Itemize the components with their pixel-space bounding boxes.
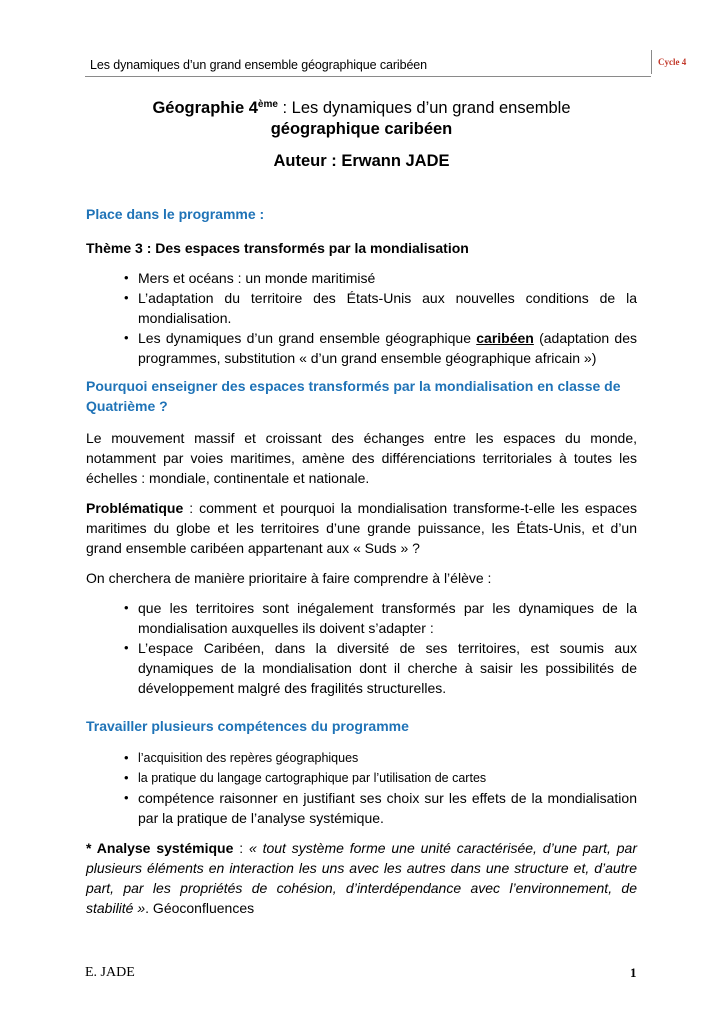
header-title: Les dynamiques d’un grand ensemble géographique caribéen — [90, 58, 428, 72]
list-item: • L’espace Caribéen, dans la diversité de ses territoires, est soumis aux dynamiques de la mondialisation dont il cherche à saisir les possibilités de développement malgré des fragilités structurelles. — [86, 638, 637, 698]
skills-list — [86, 748, 637, 828]
list-item: • la pratique du langage cartographique par l’utilisation de cartes — [86, 768, 637, 788]
title-prefix: Géographie 4 — [152, 99, 258, 117]
section-heading-why: Pourquoi enseigner des espaces transformés par la mondialisation en classe de Quatrième ? — [86, 378, 621, 414]
header-cycle-label: Cycle 4 — [658, 57, 687, 67]
author-line: Auteur : Erwann JADE — [273, 152, 450, 170]
document-title — [86, 98, 637, 140]
paragraph-priority: On cherchera de manière prioritaire à faire comprendre à l’élève : — [86, 570, 492, 586]
page-number: 1 — [630, 965, 637, 980]
list-item: • Mers et océans : un monde maritimisé — [86, 268, 637, 288]
keyword-cariben: caribéen — [476, 330, 534, 346]
bullet-text: Les dynamiques d’un grand ensemble géographique — [138, 330, 477, 346]
list-item — [86, 328, 637, 368]
priority-list — [86, 598, 637, 698]
bullet-text: (adaptation des programmes, substitution « d’un grand ensemble géographique africain ») — [138, 330, 637, 366]
title-superscript: ème — [257, 99, 278, 110]
definition-source: . Géoconfluences — [145, 900, 255, 916]
list-item: • compétence raisonner en justifiant ses choix sur les effets de la mondialisation par la pratique de l’analyse systémique. — [86, 788, 637, 828]
paragraph-problematic — [86, 498, 637, 558]
section-heading-program: Place dans le programme : — [86, 206, 265, 222]
footer-author: E. JADE — [85, 965, 135, 980]
page-header — [85, 52, 651, 77]
problematic-label: Problématique — [86, 500, 184, 516]
problematic-text: : comment et pourquoi la mondialisation transforme-t-elle les espaces maritimes du globe et les territoires d’une grande puissance, les États-Unis, et d’un grand ensemble caribéen appartenant aux « Suds » ? — [86, 500, 637, 556]
document-body — [86, 98, 637, 918]
definition-label: * Analyse systémique — [86, 840, 234, 856]
header-divider — [651, 50, 652, 74]
definition-paragraph — [86, 838, 637, 918]
section-heading-skills: Travailler plusieurs compétences du programme — [86, 718, 409, 734]
list-item: • L’adaptation du territoire des États-Unis aux nouvelles conditions de la mondialisation. — [86, 288, 637, 328]
theme-line: Thème 3 : Des espaces transformés par la mondialisation — [86, 240, 469, 256]
list-item: • que les territoires sont inégalement transformés par les dynamiques de la mondialisation auxquelles ils doivent s’adapter : — [86, 598, 637, 638]
definition-quote: « tout système forme une unité caractérisée, d’une part, par plusieurs éléments en interaction les uns avec les autres dans une structure et, d’autre part, par les propriétés de cohésion, d’interdépendance avec l’environnement, de stabilité » — [86, 840, 637, 916]
program-list — [86, 268, 637, 368]
definition-separator: : — [233, 840, 249, 856]
list-item: • l’acquisition des repères géographiques — [86, 748, 637, 768]
paragraph-exchanges: Le mouvement massif et croissant des échanges entre les espaces du monde, notamment par voies maritimes, amène des différenciations territoriales à toutes les échelles : mondiale, continentale et nationale. — [86, 430, 637, 486]
title-line2: géographique caribéen — [270, 120, 453, 138]
title-rest: : Les dynamiques d’un grand ensemble — [277, 99, 571, 117]
